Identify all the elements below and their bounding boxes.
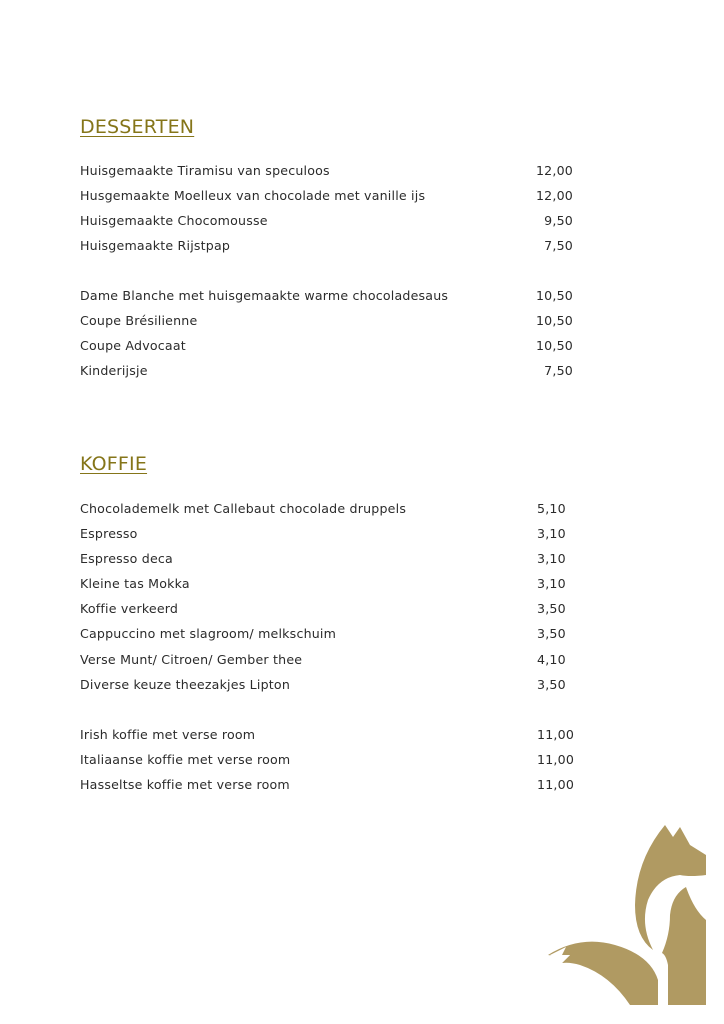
menu-item-name: Huisgemaakte Rijstpap bbox=[80, 238, 231, 254]
menu-item-name: Irish koffie met verse room bbox=[80, 727, 256, 742]
menu-item-name: Espresso deca bbox=[80, 551, 173, 567]
menu-item bbox=[80, 496, 573, 521]
menu-item-price: 7,50 bbox=[544, 363, 573, 379]
menu-item-name: Coupe Brésilienne bbox=[80, 313, 198, 329]
menu-item-name: Italiaanse koffie met verse room bbox=[80, 752, 291, 768]
menu-item-price: 3,10 bbox=[537, 551, 566, 567]
koffie-group-2 bbox=[80, 722, 573, 797]
menu-item bbox=[80, 596, 573, 621]
menu-item-price: 11,00 bbox=[537, 752, 575, 768]
menu-item bbox=[80, 546, 573, 571]
menu-item bbox=[80, 233, 573, 258]
menu-item-name: Espresso bbox=[80, 526, 138, 542]
menu-item bbox=[80, 621, 573, 646]
menu-item bbox=[80, 571, 573, 596]
menu-item-price: 4,10 bbox=[537, 651, 566, 667]
section-title-koffie: KOFFIE bbox=[80, 453, 148, 475]
menu-item-name: Verse Munt/ Citroen/ Gember thee bbox=[80, 651, 303, 667]
menu-item-price: 3,50 bbox=[537, 676, 566, 692]
menu-item bbox=[80, 283, 573, 308]
menu-item-name: Kinderijsje bbox=[80, 363, 148, 379]
menu-item-name: Hasseltse koffie met verse room bbox=[80, 777, 290, 793]
menu-item-name: Chocolademelk met Callebaut chocolade druppels bbox=[80, 501, 407, 516]
menu-item-name: Kleine tas Mokka bbox=[80, 576, 190, 592]
menu-item-name: Dame Blanche met huisgemaakte warme chocoladesaus bbox=[80, 288, 449, 303]
section-title-desserten: DESSERTEN bbox=[80, 116, 195, 138]
menu-item-price: 12,00 bbox=[535, 163, 573, 178]
menu-item-price: 5,10 bbox=[537, 501, 566, 516]
menu-item-price: 3,50 bbox=[537, 601, 566, 617]
menu-item bbox=[80, 722, 573, 747]
menu-item-name: Huisgemaakte Chocomousse bbox=[80, 213, 268, 229]
menu-item-name: Koffie verkeerd bbox=[80, 601, 179, 617]
menu-item bbox=[80, 308, 573, 333]
menu-item bbox=[80, 747, 573, 772]
menu-item-price: 10,50 bbox=[535, 338, 573, 354]
menu-item bbox=[80, 672, 573, 697]
menu-item bbox=[80, 521, 573, 546]
menu-item bbox=[80, 333, 573, 358]
menu-item-price: 12,00 bbox=[535, 188, 573, 204]
desserten-group-2 bbox=[80, 283, 573, 383]
menu-item-price: 3,10 bbox=[537, 526, 566, 542]
menu-item-name: Huisgemaakte Tiramisu van speculoos bbox=[80, 163, 330, 178]
fox-logo-icon bbox=[540, 815, 720, 1015]
menu-item-price: 9,50 bbox=[544, 213, 573, 229]
menu-item bbox=[80, 158, 573, 183]
menu-item bbox=[80, 647, 573, 672]
koffie-group-1 bbox=[80, 496, 573, 697]
menu-item-name: Coupe Advocaat bbox=[80, 338, 186, 354]
menu-item-price: 10,50 bbox=[535, 288, 573, 303]
menu-item-price: 11,00 bbox=[537, 777, 575, 793]
menu-item-price: 3,10 bbox=[537, 576, 566, 592]
menu-item-price: 10,50 bbox=[535, 313, 573, 329]
menu-item-name: Cappuccino met slagroom/ melkschuim bbox=[80, 626, 337, 642]
menu-item bbox=[80, 772, 573, 797]
menu-item-name: Diverse keuze theezakjes Lipton bbox=[80, 676, 291, 692]
menu-item-price: 11,00 bbox=[537, 727, 575, 742]
menu-item-price: 7,50 bbox=[544, 238, 573, 254]
desserten-group-1 bbox=[80, 158, 573, 258]
menu-item-name: Husgemaakte Moelleux van chocolade met vanille ijs bbox=[80, 188, 426, 204]
menu-item-price: 3,50 bbox=[537, 626, 566, 642]
menu-item bbox=[80, 183, 573, 208]
menu-item bbox=[80, 358, 573, 383]
menu-item bbox=[80, 208, 573, 233]
